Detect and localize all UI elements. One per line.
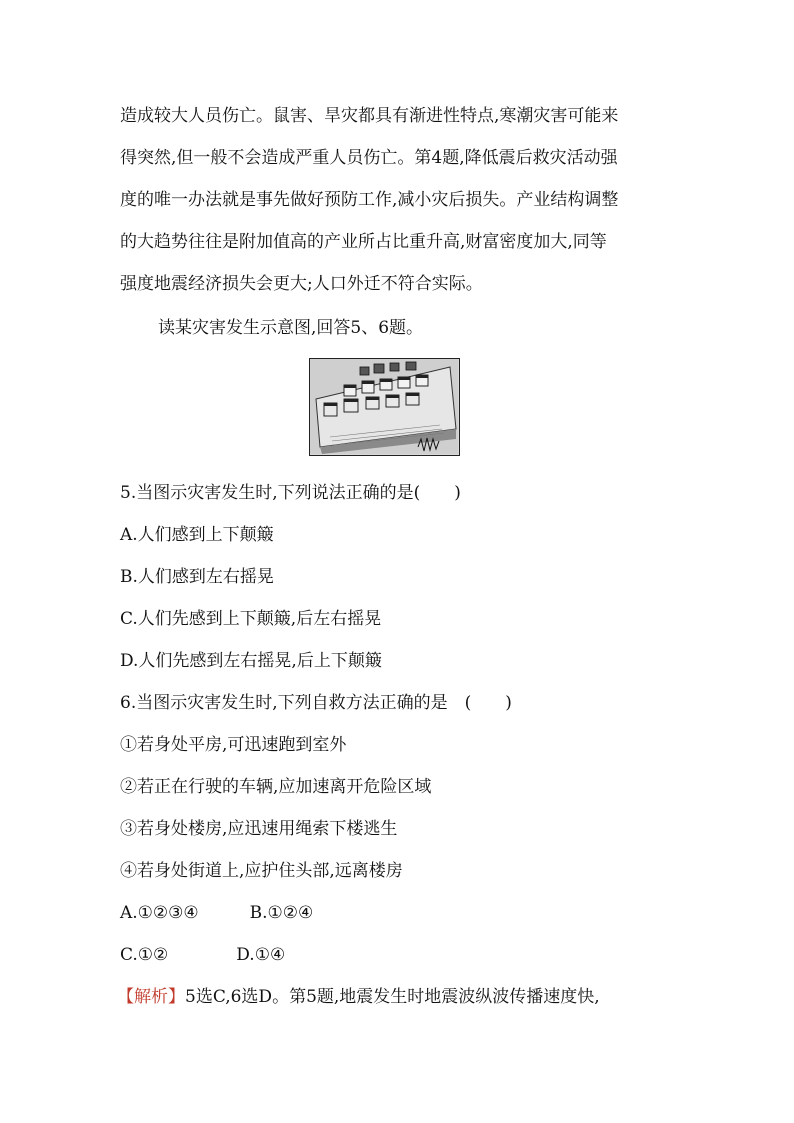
question-6-options-row-2: C.①② D.①④	[120, 945, 286, 965]
question-6-options-row-1: A.①②③④ B.①②④	[120, 903, 314, 923]
analysis-text: 5选C,6选D。第5题,地震发生时地震波纵波传播速度快,	[185, 987, 600, 1007]
paragraph-line: 造成较大人员伤亡。鼠害、旱灾都具有渐进性特点,寒潮灾害可能来	[120, 106, 619, 126]
paragraph-line: 得突然,但一般不会造成严重人员伤亡。第4题,降低震后救灾活动强	[120, 148, 618, 168]
question-6-item-2: ②若正在行驶的车辆,应加速离开危险区域	[120, 777, 432, 797]
question-5-option-d: D.人们先感到左右摇晃,后上下颠簸	[120, 651, 382, 671]
paragraph-line: 度的唯一办法就是事先做好预防工作,减小灾后损失。产业结构调整	[120, 190, 619, 210]
question-5-option-a: A.人们感到上下颠簸	[120, 525, 274, 545]
question-6-item-4: ④若身处街道上,应护住头部,远离楼房	[120, 861, 403, 881]
question-6-item-3: ③若身处楼房,应迅速用绳索下楼逃生	[120, 819, 398, 839]
paragraph-line: 强度地震经济损失会更大;人口外迁不符合实际。	[120, 274, 483, 294]
question-5-option-c: C.人们先感到上下颠簸,后左右摇晃	[120, 609, 382, 629]
question-5-stem: 5.当图示灾害发生时,下列说法正确的是( )	[120, 483, 461, 503]
question-intro: 读某灾害发生示意图,回答5、6题。	[158, 318, 424, 338]
question-6-item-1: ①若身处平房,可迅速跑到室外	[120, 735, 347, 755]
question-6-stem: 6.当图示灾害发生时,下列自救方法正确的是 ( )	[120, 693, 512, 713]
analysis-tag: 【解析】	[117, 987, 185, 1007]
earthquake-illustration	[309, 358, 460, 456]
earthquake-scene-graphic	[310, 359, 458, 454]
analysis-line	[117, 985, 600, 1009]
paragraph-line: 的大趋势往往是附加值高的产业所占比重升高,财富密度加大,同等	[120, 232, 607, 252]
question-5-option-b: B.人们感到左右摇晃	[120, 567, 274, 587]
